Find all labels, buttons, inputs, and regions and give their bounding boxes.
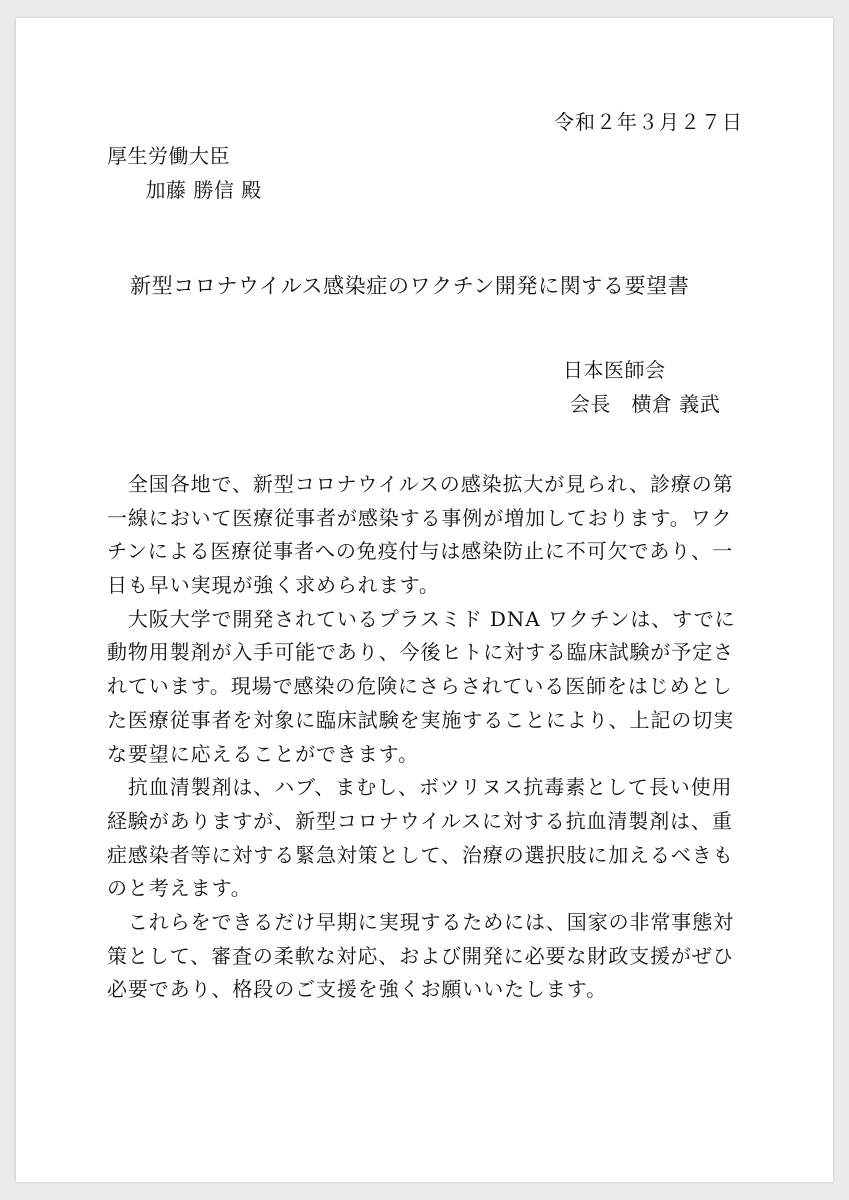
body-line: 日も早い実現が強く求められます。	[107, 573, 440, 598]
body-line: な要望に応えることができます。	[107, 741, 419, 766]
document-title: 新型コロナウイルス感染症のワクチン開発に関する要望書	[130, 274, 690, 298]
body-line: 必要であり、格段のご支援を強くお願いいたします。	[107, 977, 607, 1002]
recipient-name: 加藤 勝信 殿	[125, 178, 262, 202]
sender-organization: 日本医師会	[563, 358, 666, 382]
document-date: 令和２年３月２７日	[554, 110, 743, 134]
sender-name: 会長 横倉 義武	[563, 392, 721, 416]
body-line: た医療従事者を対象に臨床試験を実施することにより、上記の切実	[107, 707, 734, 732]
body-line: チンによる医療従事者への免疫付与は感染防止に不可欠であり、一	[107, 539, 733, 564]
body-line: 一線において医療従事者が感染する事例が増加しております。ワク	[107, 505, 733, 530]
body-line: 経験がありますが、新型コロナウイルスに対する抗血清製剤は、重	[107, 808, 733, 833]
recipient-title: 厚生労働大臣	[107, 144, 230, 168]
document-page	[16, 18, 833, 1182]
body-line: れています。現場で感染の危険にさらされている医師をはじめとし	[107, 674, 733, 699]
body-line: 動物用製剤が入手可能であり、今後ヒトに対する臨床試験が予定さ	[107, 640, 734, 665]
body-line: 策として、審査の柔軟な対応、および開発に必要な財政支援がぜひ	[107, 943, 734, 968]
body-line: 抗血清製剤は、ハブ、まむし、ボツリヌス抗毒素として長い使用	[107, 775, 733, 800]
body-line: これらをできるだけ早期に実現するためには、国家の非常事態対	[107, 909, 734, 934]
body-line: のと考えます。	[107, 876, 252, 901]
body-line: 大阪大学で開発されているプラスミド DNA ワクチンは、すでに	[107, 606, 736, 631]
body-line: 症感染者等に対する緊急対策として、治療の選択肢に加えるべきも	[107, 842, 734, 867]
document-body	[107, 468, 747, 1007]
body-line: 全国各地で、新型コロナウイルスの感染拡大が見られ、診療の第	[107, 472, 734, 496]
